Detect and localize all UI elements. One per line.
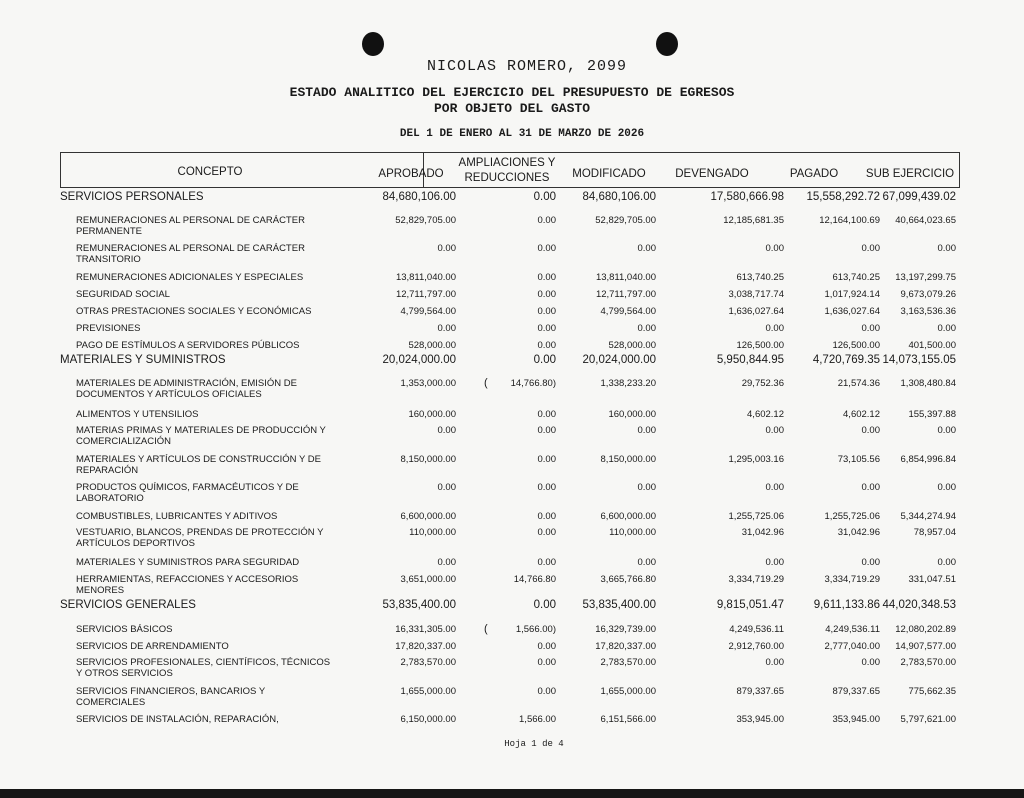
punch-hole-left [362, 32, 384, 56]
row-devengado: 4,249,536.11 [729, 624, 784, 635]
row-modificado: 17,820,337.00 [595, 641, 656, 652]
row-modificado: 84,680,106.00 [582, 191, 656, 203]
row-subejercicio: 13,197,299.75 [895, 272, 956, 283]
row-concept-line1: SERVICIOS DE INSTALACIÓN, REPARACIÓN, [76, 714, 279, 725]
row-devengado: 0.00 [765, 323, 784, 334]
row-devengado: 29,752.36 [741, 378, 784, 389]
row-concept-line2: PERMANENTE [76, 226, 142, 237]
row-pagado: 12,164,100.69 [819, 215, 880, 226]
row-devengado: 3,038,717.74 [728, 289, 784, 300]
row-concept-line1: VESTUARIO, BLANCOS, PRENDAS DE PROTECCIÓN Y [76, 527, 324, 538]
negative-paren: ( [484, 623, 488, 635]
row-ampliaciones: 0.00 [537, 409, 556, 420]
row-concept [76, 624, 366, 635]
row-concept-line1: SERVICIOS FINANCIEROS, BANCARIOS Y [76, 686, 266, 697]
col-header-aprobado: APROBADO [378, 168, 444, 180]
row-concept-line2: COMERCIALIZACIÓN [76, 436, 172, 447]
row-pagado: 4,720,769.35 [812, 354, 880, 366]
row-concept [60, 192, 350, 203]
row-aprobado: 8,150,000.00 [400, 454, 456, 465]
report-title-line2: POR OBJETO DEL GASTO [433, 101, 591, 116]
row-subejercicio: 0.00 [937, 323, 956, 334]
row-devengado: 1,295,003.16 [728, 454, 784, 465]
row-subejercicio: 6,854,996.84 [900, 454, 956, 465]
col-header-modificado: MODIFICADO [572, 168, 646, 180]
row-concept [76, 686, 366, 708]
row-pagado: 879,337.65 [832, 686, 880, 697]
row-modificado: 6,600,000.00 [600, 511, 656, 522]
col-header-ampliaciones-line2: REDUCCIONES [464, 172, 550, 184]
row-concept-line1: PRODUCTOS QUÍMICOS, FARMACÉUTICOS Y DE [76, 482, 299, 493]
row-aprobado: 16,331,305.00 [395, 624, 456, 635]
row-devengado: 1,255,725.06 [728, 511, 784, 522]
row-ampliaciones: 0.00 [537, 482, 556, 493]
row-concept-line1: SEGURIDAD SOCIAL [76, 289, 170, 300]
row-concept [76, 482, 366, 504]
row-ampliaciones: 0.00 [537, 323, 556, 334]
row-modificado: 20,024,000.00 [582, 354, 656, 366]
row-pagado: 9,611,133.86 [813, 599, 880, 611]
row-concept-line2: Y OTROS SERVICIOS [76, 668, 173, 679]
row-pagado: 613,740.25 [832, 272, 880, 283]
row-concept-line1: COMBUSTIBLES, LUBRICANTES Y ADITIVOS [76, 511, 278, 522]
row-concept-line1: MATERIALES Y SUMINISTROS [60, 354, 226, 366]
row-aprobado: 20,024,000.00 [382, 354, 456, 366]
row-concept-line1: REMUNERACIONES ADICIONALES Y ESPECIALES [76, 272, 304, 283]
row-aprobado: 0.00 [437, 243, 456, 254]
row-concept-line1: SERVICIOS PERSONALES [60, 191, 204, 203]
row-concept-line2: DOCUMENTOS Y ARTÍCULOS OFICIALES [76, 389, 262, 400]
row-subejercicio: 0.00 [937, 425, 956, 436]
row-ampliaciones: 0.00 [537, 657, 556, 668]
row-aprobado: 4,799,564.00 [400, 306, 456, 317]
row-aprobado: 6,600,000.00 [400, 511, 456, 522]
row-concept [76, 378, 366, 400]
row-devengado: 31,042.96 [741, 527, 784, 538]
row-aprobado: 84,680,106.00 [382, 191, 456, 203]
row-ampliaciones: 14,766.80 [513, 574, 556, 585]
row-concept [76, 272, 366, 283]
row-subejercicio: 0.00 [937, 243, 956, 254]
row-modificado: 160,000.00 [608, 409, 656, 420]
row-pagado: 353,945.00 [832, 714, 880, 725]
row-pagado: 31,042.96 [837, 527, 880, 538]
row-subejercicio: 5,797,621.00 [900, 714, 956, 725]
row-ampliaciones: 0.00 [537, 289, 556, 300]
row-subejercicio: 3,163,536.36 [900, 306, 956, 317]
row-modificado: 1,338,233.20 [600, 378, 656, 389]
row-aprobado: 17,820,337.00 [395, 641, 456, 652]
row-aprobado: 2,783,570.00 [400, 657, 456, 668]
row-concept-line2: TRANSITORIO [76, 254, 141, 265]
row-modificado: 6,151,566.00 [600, 714, 656, 725]
page-number: Hoja 1 de 4 [504, 739, 564, 749]
row-subejercicio: 78,957.04 [913, 527, 956, 538]
row-modificado: 0.00 [637, 425, 656, 436]
report-period: DEL 1 DE ENERO AL 31 DE MARZO DE 2026 [399, 128, 645, 140]
row-ampliaciones: 0.00 [537, 686, 556, 697]
col-header-ampliaciones [452, 156, 562, 186]
row-pagado: 3,334,719.29 [824, 574, 880, 585]
row-ampliaciones: 0.00 [537, 243, 556, 254]
row-concept-line1: MATERIALES DE ADMINISTRACIÓN, EMISIÓN DE [76, 378, 297, 389]
row-pagado: 73,105.56 [837, 454, 880, 465]
row-aprobado: 0.00 [437, 425, 456, 436]
row-modificado: 12,711,797.00 [595, 289, 656, 300]
row-pagado: 0.00 [861, 323, 880, 334]
row-ampliaciones: 0.00 [537, 215, 556, 226]
row-concept [60, 355, 350, 366]
row-ampliaciones: 0.00 [533, 191, 556, 203]
row-concept [60, 600, 350, 611]
row-aprobado: 1,655,000.00 [400, 686, 456, 697]
row-subejercicio: 331,047.51 [908, 574, 956, 585]
row-ampliaciones: 0.00 [537, 425, 556, 436]
row-concept-line1: SERVICIOS DE ARRENDAMIENTO [76, 641, 229, 652]
row-ampliaciones: 0.00 [537, 511, 556, 522]
row-aprobado: 110,000.00 [409, 527, 456, 538]
row-devengado: 3,334,719.29 [728, 574, 784, 585]
row-aprobado: 0.00 [437, 323, 456, 334]
row-aprobado: 0.00 [437, 482, 456, 493]
row-concept-line1: MATERIAS PRIMAS Y MATERIALES DE PRODUCCIÓN Y [76, 425, 326, 436]
row-pagado: 2,777,040.00 [824, 641, 880, 652]
row-modificado: 528,000.00 [608, 340, 656, 351]
row-concept-line1: ALIMENTOS Y UTENSILIOS [76, 409, 199, 420]
report-title-line1: ESTADO ANALITICO DEL EJERCICIO DEL PRESUPUESTO DE EGRESOS [289, 85, 735, 100]
row-aprobado: 3,651,000.00 [400, 574, 456, 585]
row-concept-line1: SERVICIOS BÁSICOS [76, 624, 173, 635]
row-subejercicio: 155,397.88 [908, 409, 956, 420]
row-modificado: 2,783,570.00 [600, 657, 656, 668]
row-subejercicio: 12,080,202.89 [895, 624, 956, 635]
scan-bottom-edge [0, 789, 1024, 798]
row-concept [76, 714, 366, 725]
row-pagado: 4,249,536.11 [825, 624, 880, 635]
row-pagado: 21,574.36 [837, 378, 880, 389]
row-aprobado: 53,835,400.00 [382, 599, 456, 611]
row-devengado: 4,602.12 [747, 409, 784, 420]
row-devengado: 17,580,666.98 [710, 191, 784, 203]
row-concept-line1: PREVISIONES [76, 323, 141, 334]
row-subejercicio: 5,344,274.94 [900, 511, 956, 522]
row-modificado: 0.00 [637, 323, 656, 334]
row-concept-line1: OTRAS PRESTACIONES SOCIALES Y ECONÓMICAS [76, 306, 312, 317]
col-header-pagado: PAGADO [789, 168, 839, 180]
row-pagado: 0.00 [861, 425, 880, 436]
row-pagado: 1,636,027.64 [824, 306, 880, 317]
row-ampliaciones: 0.00 [537, 527, 556, 538]
row-concept-line2: LABORATORIO [76, 493, 144, 504]
row-devengado: 0.00 [765, 657, 784, 668]
row-modificado: 110,000.00 [609, 527, 656, 538]
row-subejercicio: 14,907,577.00 [895, 641, 956, 652]
row-concept [76, 574, 366, 596]
row-pagado: 1,017,924.14 [824, 289, 880, 300]
row-ampliaciones: 0.00 [537, 641, 556, 652]
row-concept-line1: MATERIALES Y ARTÍCULOS DE CONSTRUCCIÓN Y DE [76, 454, 321, 465]
row-aprobado: 12,711,797.00 [395, 289, 456, 300]
row-devengado: 0.00 [765, 557, 784, 568]
row-pagado: 0.00 [861, 482, 880, 493]
row-concept [76, 425, 366, 447]
row-devengado: 126,500.00 [736, 340, 784, 351]
row-subejercicio: 14,073,155.05 [882, 354, 956, 366]
row-concept-line1: REMUNERACIONES AL PERSONAL DE CARÁCTER [76, 243, 305, 254]
row-modificado: 0.00 [637, 557, 656, 568]
row-aprobado: 1,353,000.00 [400, 378, 456, 389]
row-concept [76, 289, 366, 300]
row-modificado: 53,835,400.00 [582, 599, 656, 611]
row-aprobado: 0.00 [437, 557, 456, 568]
row-subejercicio: 0.00 [937, 557, 956, 568]
row-devengado: 0.00 [765, 482, 784, 493]
col-header-ampliaciones-line1: AMPLIACIONES Y [458, 157, 556, 169]
row-pagado: 1,255,725.06 [824, 511, 880, 522]
row-pagado: 126,500.00 [832, 340, 880, 351]
row-aprobado: 160,000.00 [408, 409, 456, 420]
row-pagado: 4,602.12 [843, 409, 880, 420]
row-modificado: 16,329,739.00 [595, 624, 656, 635]
row-devengado: 1,636,027.64 [728, 306, 784, 317]
row-modificado: 1,655,000.00 [600, 686, 656, 697]
row-concept [76, 340, 366, 351]
row-devengado: 0.00 [765, 425, 784, 436]
row-ampliaciones: 0.00 [537, 454, 556, 465]
row-aprobado: 13,811,040.00 [395, 272, 456, 283]
row-aprobado: 52,829,705.00 [395, 215, 456, 226]
row-concept [76, 657, 366, 679]
row-pagado: 0.00 [861, 243, 880, 254]
negative-paren: ( [484, 377, 488, 389]
row-concept [76, 409, 366, 420]
row-concept-line2: ARTÍCULOS DEPORTIVOS [76, 538, 195, 549]
row-concept [76, 323, 366, 334]
row-subejercicio: 775,662.35 [908, 686, 956, 697]
row-modificado: 4,799,564.00 [600, 306, 656, 317]
row-ampliaciones: 0.00 [537, 557, 556, 568]
row-devengado: 879,337.65 [736, 686, 784, 697]
row-concept-line2: REPARACIÓN [76, 465, 139, 476]
col-header-concepto: CONCEPTO [177, 166, 243, 178]
row-ampliaciones: 0.00 [537, 306, 556, 317]
row-devengado: 353,945.00 [736, 714, 784, 725]
row-devengado: 2,912,760.00 [728, 641, 784, 652]
row-subejercicio: 67,099,439.02 [882, 191, 956, 203]
row-pagado: 0.00 [861, 557, 880, 568]
row-concept-line1: PAGO DE ESTÍMULOS A SERVIDORES PÚBLICOS [76, 340, 300, 351]
row-modificado: 8,150,000.00 [600, 454, 656, 465]
row-subejercicio: 9,673,079.26 [900, 289, 956, 300]
row-ampliaciones: 1,566.00 [519, 714, 556, 725]
row-modificado: 0.00 [637, 482, 656, 493]
row-subejercicio: 44,020,348.53 [882, 599, 956, 611]
row-ampliaciones: 0.00 [537, 272, 556, 283]
row-subejercicio: 40,664,023.65 [895, 215, 956, 226]
col-header-devengado: DEVENGADO [675, 168, 749, 180]
row-ampliaciones: 0.00 [533, 354, 556, 366]
row-modificado: 3,665,766.80 [600, 574, 656, 585]
row-concept-line1: REMUNERACIONES AL PERSONAL DE CARÁCTER [76, 215, 305, 226]
row-ampliaciones: 14,766.80) [510, 378, 556, 389]
row-pagado: 15,558,292.72 [806, 191, 880, 203]
row-subejercicio: 2,783,570.00 [900, 657, 956, 668]
row-concept-line1: MATERIALES Y SUMINISTROS PARA SEGURIDAD [76, 557, 300, 568]
row-devengado: 0.00 [765, 243, 784, 254]
row-ampliaciones: 1,566.00) [515, 624, 556, 635]
entity-title: NICOLAS ROMERO, 2099 [426, 58, 628, 75]
row-modificado: 13,811,040.00 [595, 272, 656, 283]
row-concept [76, 557, 366, 568]
row-ampliaciones: 0.00 [537, 340, 556, 351]
row-concept-line2: MENORES [76, 585, 125, 596]
row-concept-line2: COMERCIALES [76, 697, 146, 708]
row-subejercicio: 401,500.00 [908, 340, 956, 351]
row-devengado: 9,815,051.47 [716, 599, 784, 611]
row-ampliaciones: 0.00 [533, 599, 556, 611]
report-header [0, 58, 1024, 140]
punch-hole-right [656, 32, 678, 56]
col-header-subejercicio: SUB EJERCICIO [865, 168, 955, 180]
row-devengado: 613,740.25 [736, 272, 784, 283]
row-devengado: 12,185,681.35 [723, 215, 784, 226]
row-modificado: 0.00 [637, 243, 656, 254]
row-concept [76, 215, 366, 237]
row-concept [76, 454, 366, 476]
row-aprobado: 528,000.00 [408, 340, 456, 351]
row-subejercicio: 0.00 [937, 482, 956, 493]
row-concept-line1: SERVICIOS GENERALES [60, 599, 196, 611]
row-concept [76, 641, 366, 652]
row-concept [76, 243, 366, 265]
row-concept-line1: HERRAMIENTAS, REFACCIONES Y ACCESORIOS [76, 574, 299, 585]
row-concept [76, 306, 366, 317]
row-concept-line1: SERVICIOS PROFESIONALES, CIENTÍFICOS, TÉCNICOS [76, 657, 331, 668]
row-modificado: 52,829,705.00 [595, 215, 656, 226]
row-concept [76, 511, 366, 522]
row-subejercicio: 1,308,480.84 [900, 378, 956, 389]
row-pagado: 0.00 [861, 657, 880, 668]
row-devengado: 5,950,844.95 [716, 354, 784, 366]
row-concept [76, 527, 366, 549]
row-aprobado: 6,150,000.00 [400, 714, 456, 725]
